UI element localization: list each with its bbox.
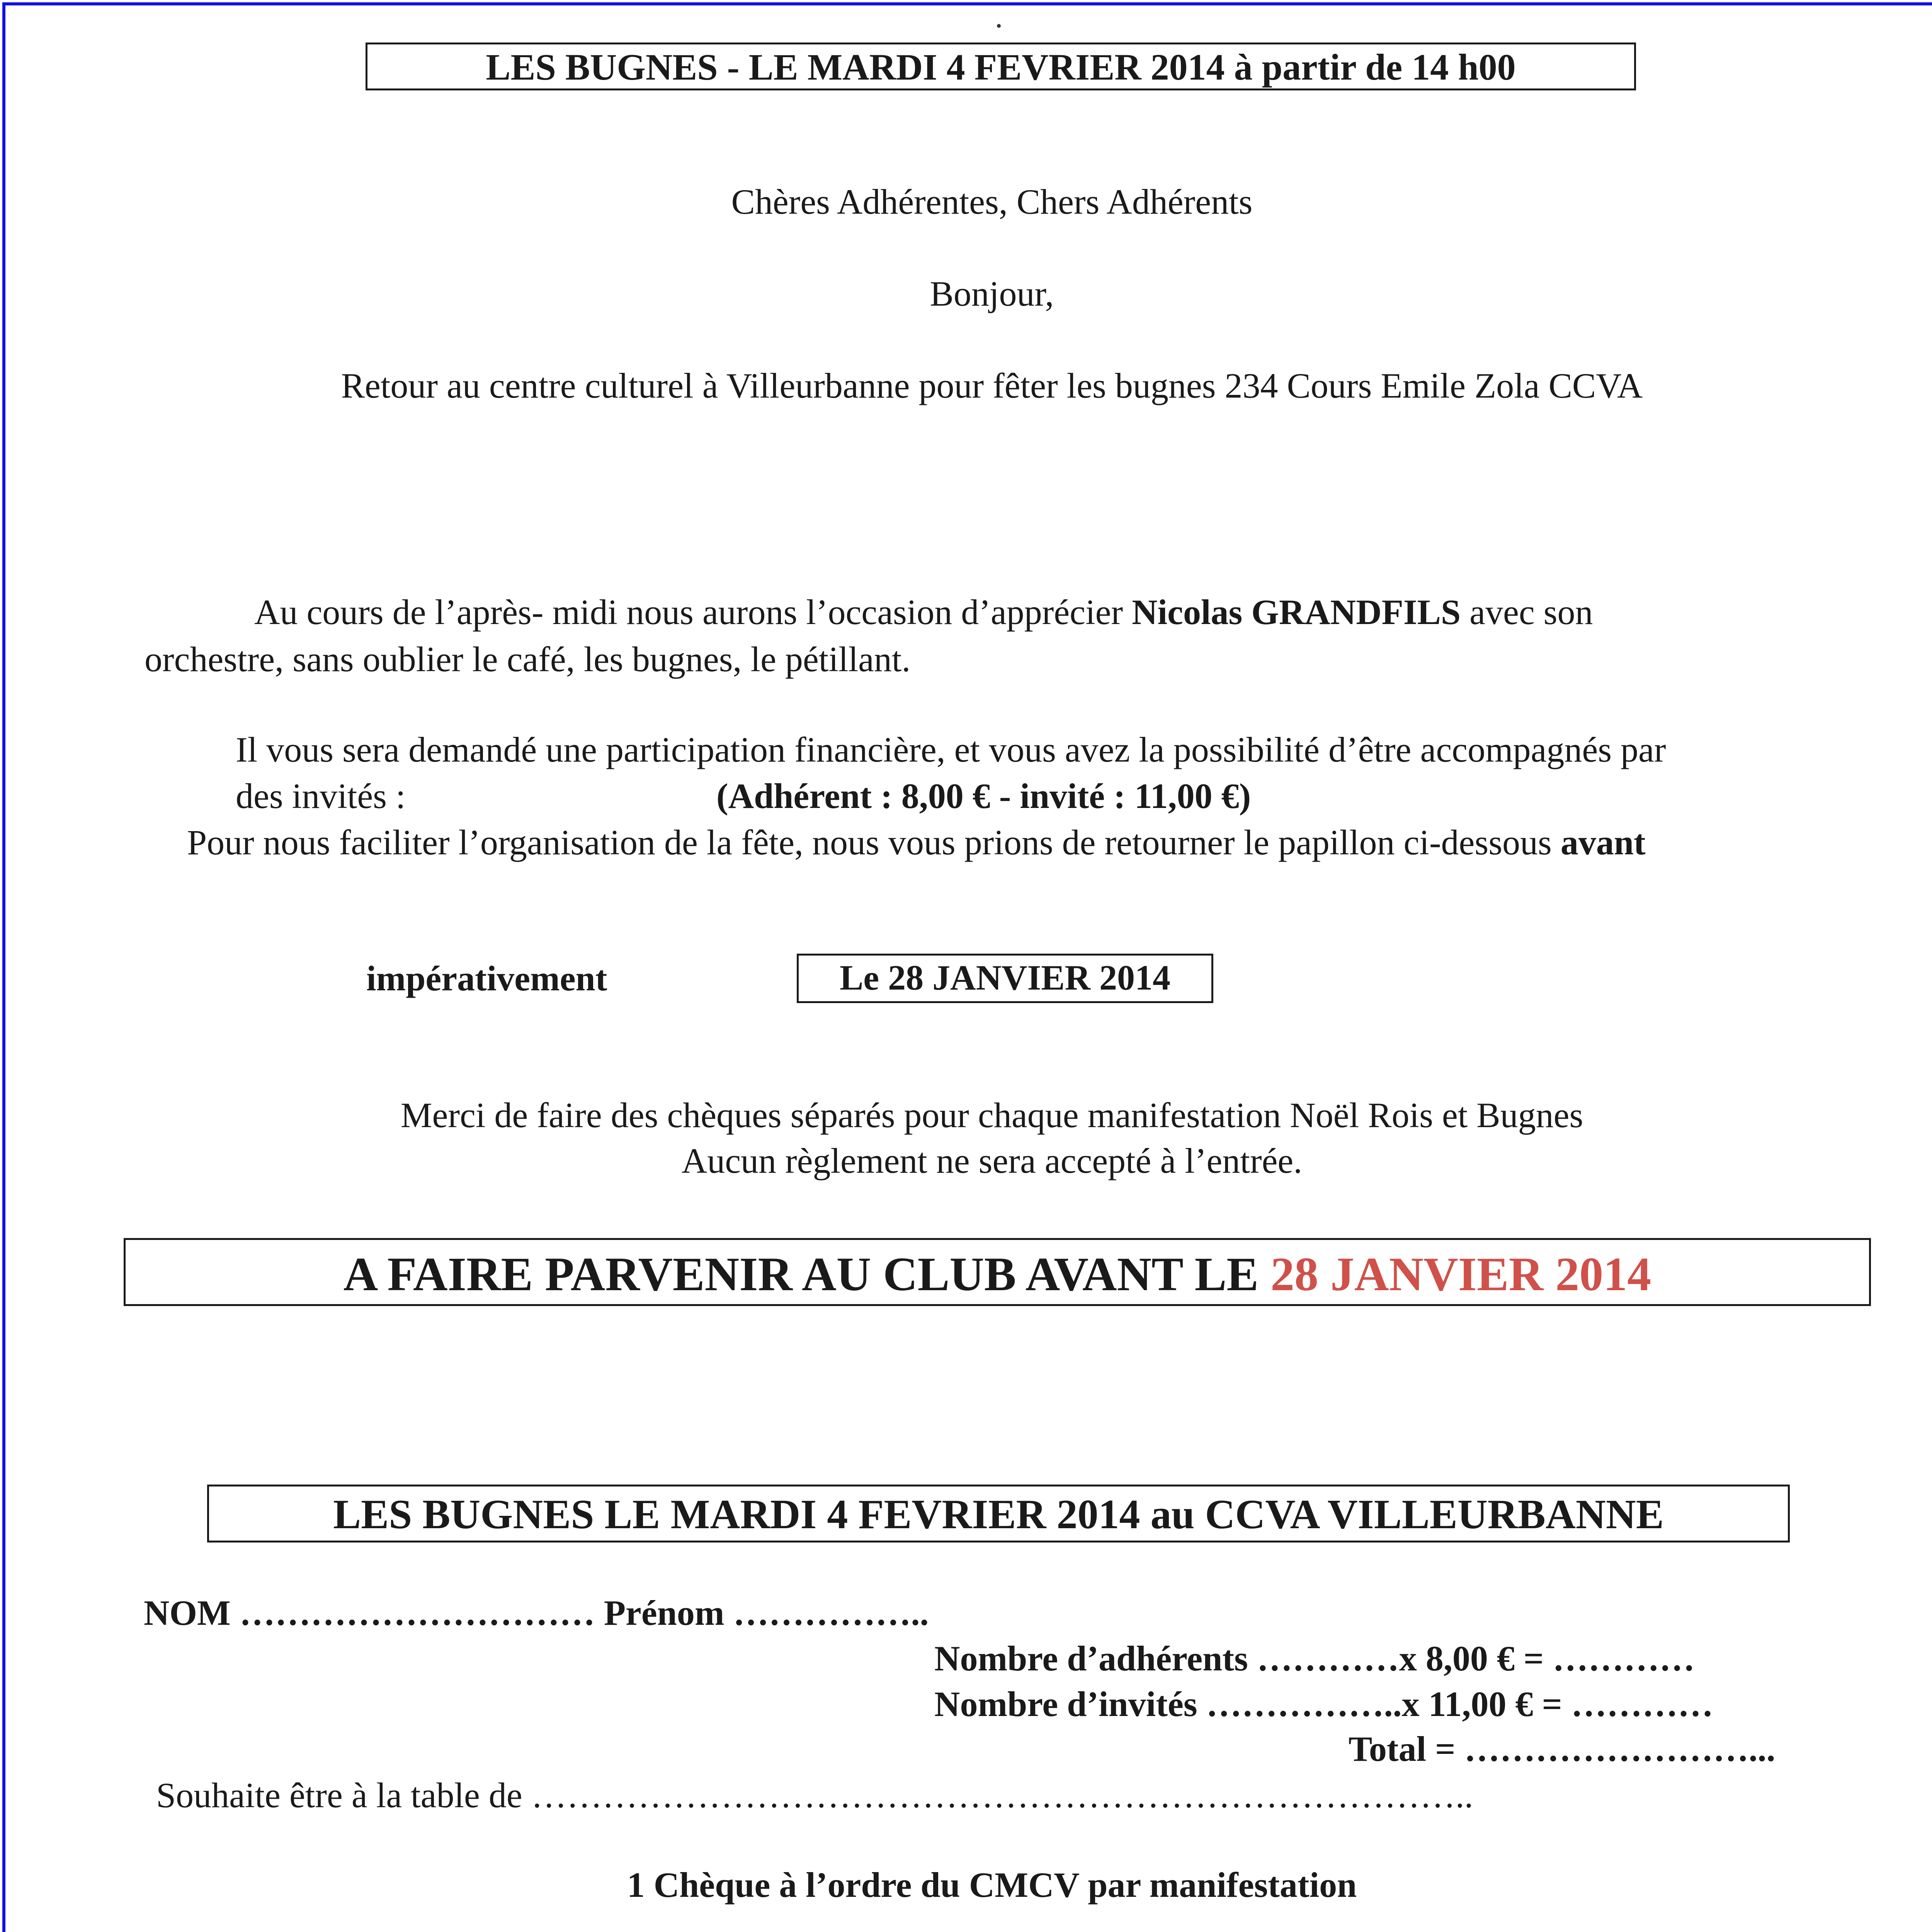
paragraph-1-line-1 — [254, 594, 1593, 630]
deadline-date: Le 28 JANVIER 2014 — [839, 958, 1171, 997]
p3-pre: Pour nous faciliter l’organisation de la fête, nous vous prions de retourner le papillon ci-dessous — [187, 823, 1561, 862]
name-field[interactable]: NOM ………………………… Prénom …………….. — [144, 1593, 929, 1633]
invites-field[interactable]: Nombre d’invités ……………..x 11,00 € = ………… — [934, 1684, 1713, 1724]
banner-label: A FAIRE PARVENIR AU CLUB AVANT LE — [343, 1248, 1271, 1301]
banner-text — [124, 1248, 1871, 1301]
banner-date: 28 JANVIER 2014 — [1270, 1248, 1651, 1301]
p3-avant: avant — [1560, 823, 1646, 862]
header-title: LES BUGNES - LE MARDI 4 FEVRIER 2014 à partir de 14 h00 — [486, 46, 1516, 88]
paragraph-2-line-1: Il vous sera demandé une participation financière, et vous avez la possibilité d’être accompagnés par — [236, 730, 1666, 769]
artist-name: Nicolas GRANDFILS — [1132, 592, 1461, 632]
total-field[interactable]: Total = ……………………... — [1349, 1729, 1776, 1769]
cheques-line-1: Merci de faire des chèques séparés pour chaque manifestation Noël Rois et Bugnes — [400, 1095, 1583, 1135]
cheques-line-2: Aucun règlement ne sera accepté à l’entrée. — [681, 1141, 1303, 1180]
imperative-label: impérativement — [366, 959, 607, 998]
price-info: (Adhérent : 8,00 € - invité : 11,00 €) — [716, 776, 1251, 816]
cheque-instruction: 1 Chèque à l’ordre du CMCV par manifestation — [627, 1865, 1357, 1905]
p1-pre: Au cours de l’après- midi nous aurons l’occasion d’apprécier — [254, 592, 1132, 632]
paragraph-3 — [187, 825, 1646, 860]
paragraph-1-line-2: orchestre, sans oublier le café, les bugnes, le pétillant. — [145, 639, 911, 679]
form-title: LES BUGNES LE MARDI 4 FEVRIER 2014 au CCVA VILLEURBANNE — [333, 1492, 1664, 1537]
paragraph-2-line-2: des invités : — [236, 776, 406, 816]
table-preference-field[interactable]: Souhaite être à la table de …………………………………………………………………….. — [156, 1776, 1473, 1815]
greeting: Chères Adhérentes, Chers Adhérents — [731, 182, 1253, 221]
p1-post: avec son — [1461, 592, 1593, 632]
hello: Bonjour, — [930, 274, 1054, 313]
location-line: Retour au centre culturel à Villeurbanne pour fêter les bugnes 234 Cours Emile Zola CCVA — [341, 366, 1643, 405]
speck-mark — [997, 24, 1001, 28]
adherents-field[interactable]: Nombre d’adhérents …………x 8,00 € = ………… — [934, 1639, 1695, 1678]
document-page — [2, 2, 1932, 1932]
